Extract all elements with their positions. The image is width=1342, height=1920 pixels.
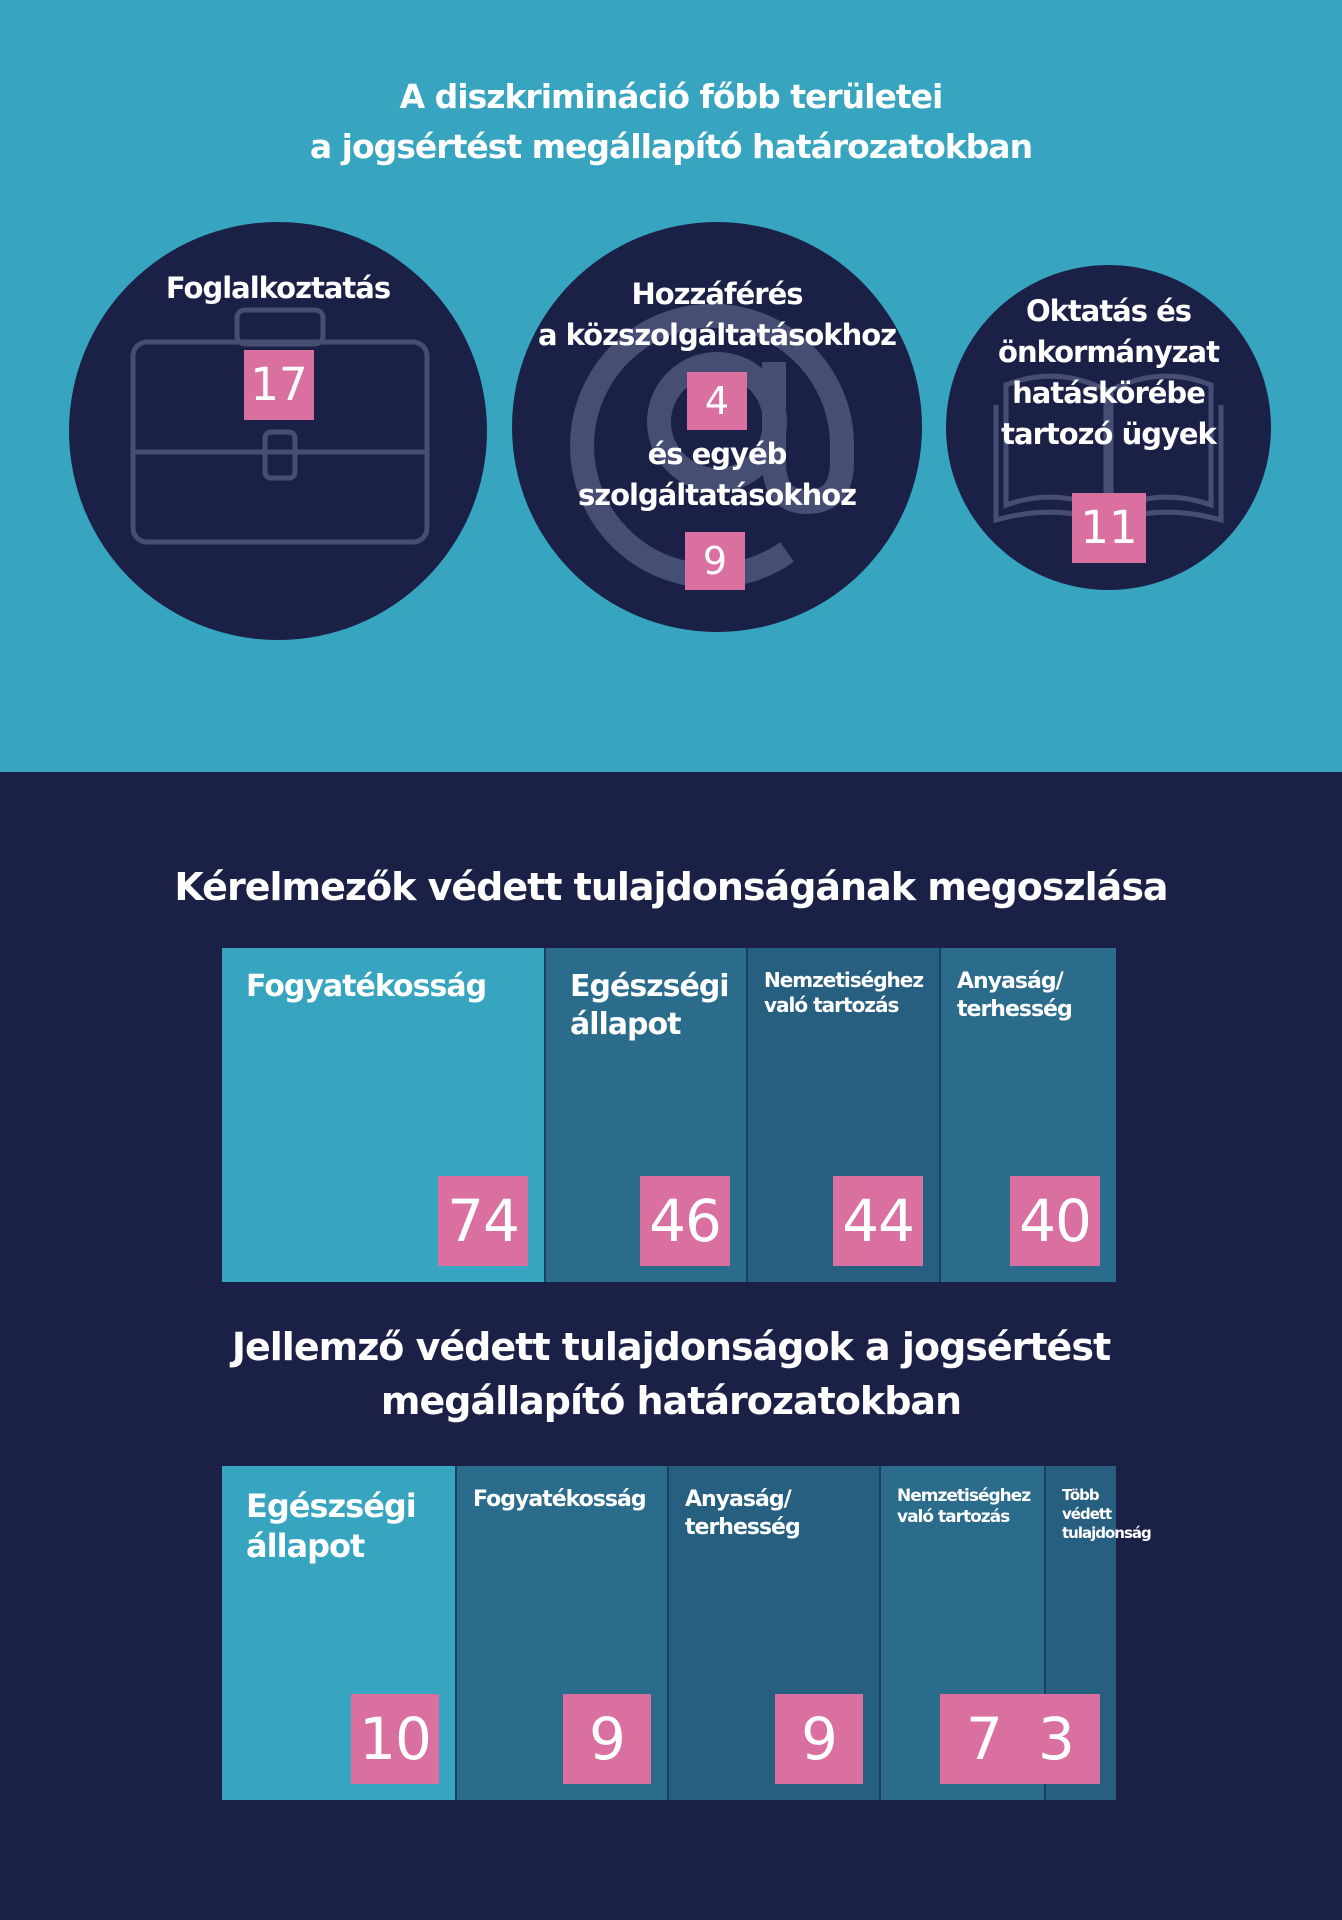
circle-education <box>946 265 1271 590</box>
section2-label: való tartozás <box>897 1507 1010 1527</box>
section1-label: Fogyatékosság <box>246 969 487 1004</box>
section2-label: Egészségi <box>246 1487 416 1525</box>
top-title-line2: a jogsértést megállapító határozatokban <box>309 127 1033 166</box>
section1-block <box>222 948 546 1282</box>
section2-block <box>222 1466 457 1800</box>
section2-value: 9 <box>775 1694 863 1784</box>
section1-value: 74 <box>438 1176 528 1266</box>
section2-label: tulajdonság <box>1062 1524 1151 1542</box>
section1-value: 40 <box>1010 1176 1100 1266</box>
section2-title-line2: megállapító határozatokban <box>380 1379 962 1423</box>
section2-block <box>669 1466 881 1800</box>
circle-education-label4: tartozó ügyek <box>1001 417 1216 451</box>
section1-label: terhesség <box>957 997 1072 1022</box>
circle-education-label1: Oktatás és <box>1025 294 1192 328</box>
circle-access-label2: a közszolgáltatásokhoz <box>537 318 897 352</box>
circle-access-label3: és egyéb <box>647 437 787 471</box>
circle-access-value2: 9 <box>685 532 745 590</box>
section2-block <box>457 1466 669 1800</box>
section1-block <box>546 948 748 1282</box>
section2-value: 3 <box>1012 1694 1100 1784</box>
section1-value: 46 <box>640 1176 730 1266</box>
section2-label: állapot <box>246 1527 365 1565</box>
section2-label: Nemzetiséghez <box>897 1486 1031 1506</box>
section2-value: 9 <box>563 1694 651 1784</box>
circle-employment-value: 17 <box>244 350 314 420</box>
circle-education-label3: hatáskörébe <box>1012 376 1205 410</box>
circle-access <box>512 222 922 632</box>
section2-block <box>1038 1466 1151 1800</box>
circle-employment <box>69 222 487 640</box>
circle-access-label1: Hozzáférés <box>631 277 803 311</box>
section1-value: 44 <box>833 1176 923 1266</box>
section1-label: való tartozás <box>764 993 899 1017</box>
section1-title: Kérelmezők védett tulajdonságának megoszlása <box>174 865 1168 909</box>
section2-label: Több védett <box>1062 1486 1112 1523</box>
circle-employment-label: Foglalkoztatás <box>165 271 391 305</box>
section2-label: Fogyatékosság <box>473 1487 646 1512</box>
section2-label: Anyaság/ <box>685 1487 791 1512</box>
circle-access-value1: 4 <box>687 372 747 430</box>
section1-label: Anyaság/ <box>957 969 1063 994</box>
section1-block <box>748 948 941 1282</box>
section2-value: 7 <box>940 1694 1028 1784</box>
circle-access-label4: szolgáltatásokhoz <box>577 478 857 512</box>
section1-block <box>941 948 1116 1282</box>
section2-title-line1: Jellemző védett tulajdonságok a jogsértést <box>231 1325 1111 1369</box>
circle-education-label2: önkormányzat <box>998 335 1219 369</box>
top-title-line1: A diszkrimináció főbb területei <box>399 77 943 116</box>
section1-label: állapot <box>570 1007 681 1042</box>
section1-label: Nemzetiséghez <box>764 968 923 992</box>
section2-value: 10 <box>351 1694 439 1784</box>
section1-label: Egészségi <box>570 969 729 1004</box>
top-section <box>0 0 1342 772</box>
circle-education-value: 11 <box>1072 493 1146 563</box>
section2-label: terhesség <box>685 1515 800 1540</box>
top-title <box>0 72 1342 172</box>
